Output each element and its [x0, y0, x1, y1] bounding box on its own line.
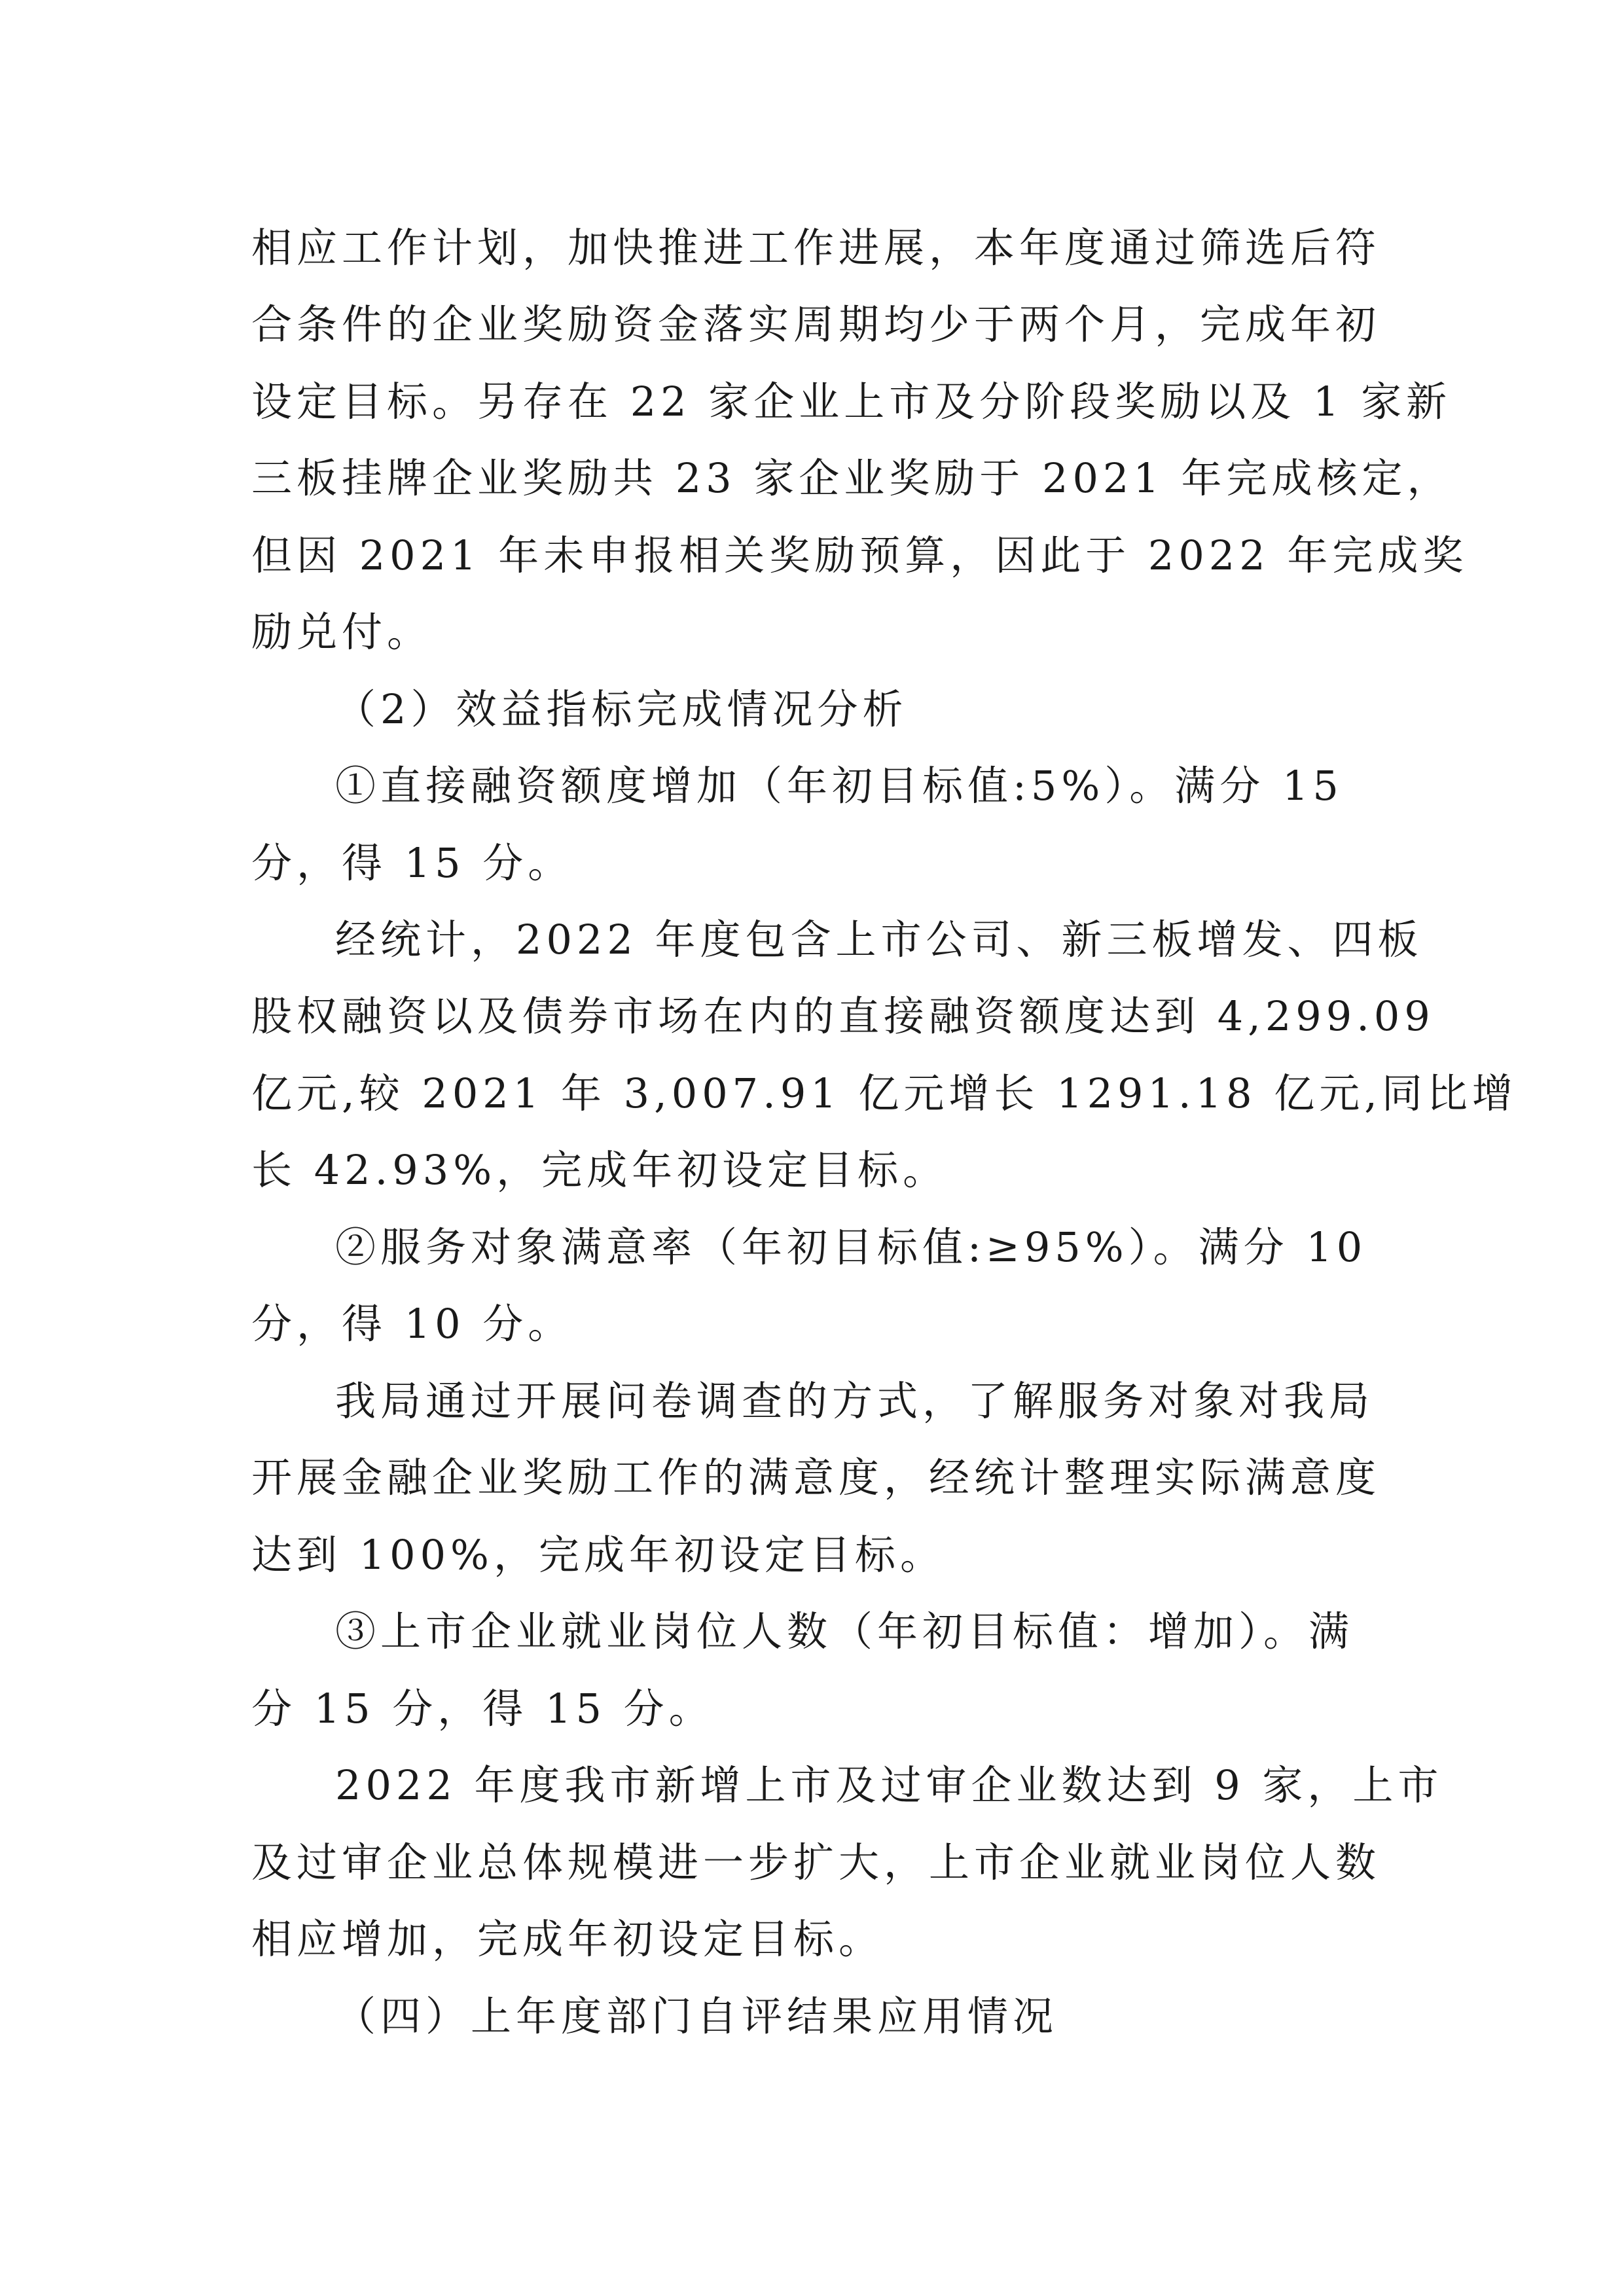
paragraph-line: [0, 1746, 1624, 1825]
line-text: ②服务对象满意率（年初目标值:≥95%）。满分 10: [335, 1223, 1367, 1271]
paragraph-line: [0, 901, 1624, 979]
indicator-heading: [0, 1592, 1624, 1671]
paragraph-line: [0, 285, 1624, 364]
paragraph-line: [0, 209, 1624, 287]
line-text: 股权融资以及债券市场在内的直接融资额度达到 4,299.09: [251, 992, 1435, 1040]
paragraph-line: [0, 824, 1624, 903]
line-text: 励兑付。: [251, 608, 433, 656]
line-text: 相应工作计划，加快推进工作进展，本年度通过筛选后符: [251, 224, 1381, 272]
paragraph-line: [0, 1900, 1624, 1979]
paragraph-line: [0, 1054, 1624, 1133]
paragraph-line: [0, 1670, 1624, 1748]
line-text: 合条件的企业奖励资金落实周期均少于两个月，完成年初: [251, 300, 1381, 348]
paragraph-line: [0, 1131, 1624, 1210]
paragraph-line: [0, 1439, 1624, 1517]
line-text: 长 42.93%，完成年初设定目标。: [251, 1146, 948, 1194]
paragraph-line: [0, 363, 1624, 441]
section-heading: [0, 1977, 1624, 2056]
line-text: 但因 2021 年未申报相关奖励预算，因此于 2022 年完成奖: [251, 531, 1468, 579]
line-text: 开展金融企业奖励工作的满意度，经统计整理实际满意度: [251, 1454, 1381, 1501]
line-text: 及过审企业总体规模进一步扩大，上市企业就业岗位人数: [251, 1839, 1381, 1886]
paragraph-line: [0, 1362, 1624, 1441]
indicator-heading: [0, 747, 1624, 825]
line-text: 相应增加，完成年初设定目标。: [251, 1915, 884, 1963]
line-text: 分，得 10 分。: [251, 1300, 573, 1348]
paragraph-line: [0, 1285, 1624, 1363]
line-text: 三板挂牌企业奖励共 23 家企业奖励于 2021 年完成核定，: [251, 454, 1453, 502]
paragraph-line: [0, 439, 1624, 518]
heading-text: （四）上年度部门自评结果应用情况: [335, 1992, 1058, 2040]
line-text: 分，得 15 分。: [251, 839, 573, 887]
line-text: 经统计，2022 年度包含上市公司、新三板增发、四板: [335, 916, 1423, 963]
line-text: ③上市企业就业岗位人数（年初目标值：增加）。满: [335, 1607, 1354, 1655]
line-text: 设定目标。另存在 22 家企业上市及分阶段奖励以及 1 家新: [251, 378, 1452, 425]
paragraph-line: [0, 977, 1624, 1056]
line-text: 亿元,较 2021 年 3,007.91 亿元增长 1291.18 亿元,同比增: [251, 1069, 1517, 1117]
section-heading: [0, 670, 1624, 749]
paragraph-line: [0, 1516, 1624, 1594]
paragraph-line: [0, 516, 1624, 595]
line-text: 达到 100%，完成年初设定目标。: [251, 1531, 945, 1579]
indicator-heading: [0, 1208, 1624, 1287]
line-text: ①直接融资额度增加（年初目标值:5%）。满分 15: [335, 762, 1343, 810]
paragraph-line: [0, 1823, 1624, 1902]
line-text: 分 15 分，得 15 分。: [251, 1685, 714, 1732]
line-text: 我局通过开展问卷调查的方式，了解服务对象对我局: [335, 1377, 1375, 1425]
paragraph-line: [0, 593, 1624, 672]
line-text: 2022 年度我市新增上市及过审企业数达到 9 家，上市: [335, 1761, 1443, 1809]
heading-text: （2）效益指标完成情况分析: [335, 685, 908, 733]
